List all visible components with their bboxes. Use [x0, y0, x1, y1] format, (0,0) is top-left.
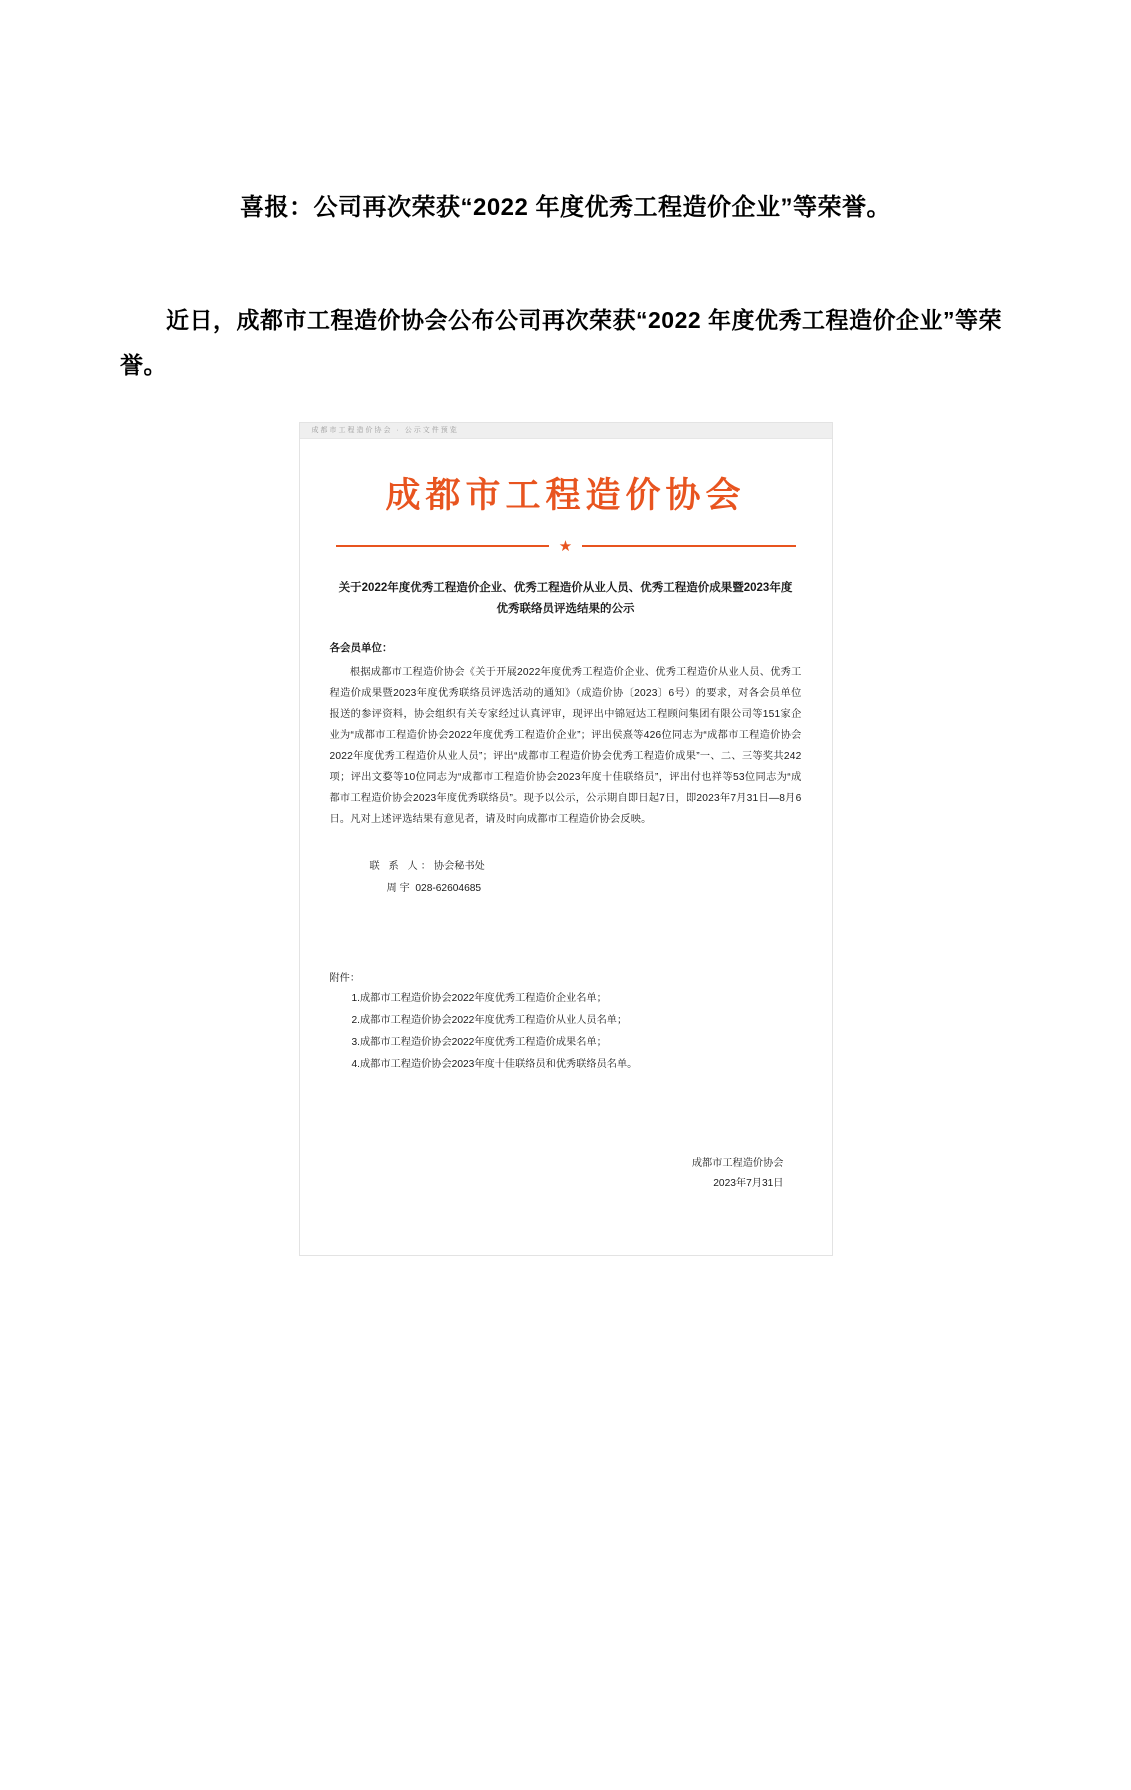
decorative-divider [336, 539, 796, 554]
list-item: 1.成都市工程造价协会2022年度优秀工程造价企业名单； [351, 993, 607, 1005]
image-browser-bar: 成都市工程造价协会 · 公示文件预览 [300, 423, 832, 439]
body-paragraph: 近日，成都市工程造价协会公布公司再次荣获“2022 年度优秀工程造价企业”等荣誉。 [120, 307, 1003, 378]
star-icon: ★ [558, 537, 573, 555]
list-item: 4.成都市工程造价协会2023年度十佳联络员和优秀联络员名单。 [351, 1059, 638, 1071]
list-item: 3.成都市工程造价协会2022年度优秀工程造价成果名单； [351, 1037, 607, 1049]
organization-name: 成都市工程造价协会 [385, 475, 746, 516]
contact-block [330, 856, 802, 899]
attachment-title: 附件： [329, 973, 361, 985]
sign-date: 2023年7月31日 [713, 1178, 784, 1190]
contact-line-person [370, 878, 802, 899]
contact-line-department [370, 856, 802, 877]
notice-heading: 关于2022年度优秀工程造价企业、优秀工程造价从业人员、优秀工程造价成果暨2023年度优秀联络员评选结果的公示 [338, 581, 793, 615]
contact-label: 联 系 人： [369, 861, 434, 873]
divider-line-right [582, 545, 795, 547]
page-title: 喜报：公司再次荣获“2022 年度优秀工程造价企业”等荣誉。 [239, 194, 892, 221]
attachment-list [330, 988, 802, 1076]
divider-line-left [336, 545, 549, 547]
notice-image [299, 422, 833, 1256]
signer-name: 成都市工程造价协会 [691, 1158, 784, 1169]
contact-phone: 028-62604685 [415, 882, 482, 894]
notice-salutation: 各会员单位： [329, 642, 393, 655]
document-page [0, 190, 1131, 1790]
notice-bottom-space [330, 1195, 802, 1225]
list-item: 2.成都市工程造价协会2022年度优秀工程造价从业人员名单； [351, 1015, 628, 1027]
contact-value: 协会秘书处 [433, 861, 485, 873]
notice-content [300, 439, 832, 1255]
signature-block [330, 1154, 802, 1195]
notice-body-text: 根据成都市工程造价协会《关于开展2022年度优秀工程造价企业、优秀工程造价从业人员、优秀工程造价成果暨2023年度优秀联络员评选活动的通知》（成造价协〔2023〕6号）的要求，对各会员单位报送的参评资料，协会组织有关专家经过认真评审，现评出中锦冠达工程顾问集团有限公司等151家企业为“成都市工程造价协会2022年度优秀工程造价企业”；评出侯熹等426位同志为“成都市工程造价协会2022年度优秀工程造价从业人员”；评出“成都市工程造价协会优秀工程造价成果”一、二、三等奖共242项；评出文婺等10位同志为“成都市工程造价协会2023年度十佳联络员”，评出付也祥等53位同志为“成都市工程造价协会2023年度优秀联络员”。现予以公示，公示期自即日起7日，即2023年7月31日—8月6日。凡对上述评选结果有意见者，请及时向成都市工程造价协会反映。 [329, 667, 802, 825]
contact-person-name: 周 宇 [386, 882, 410, 894]
